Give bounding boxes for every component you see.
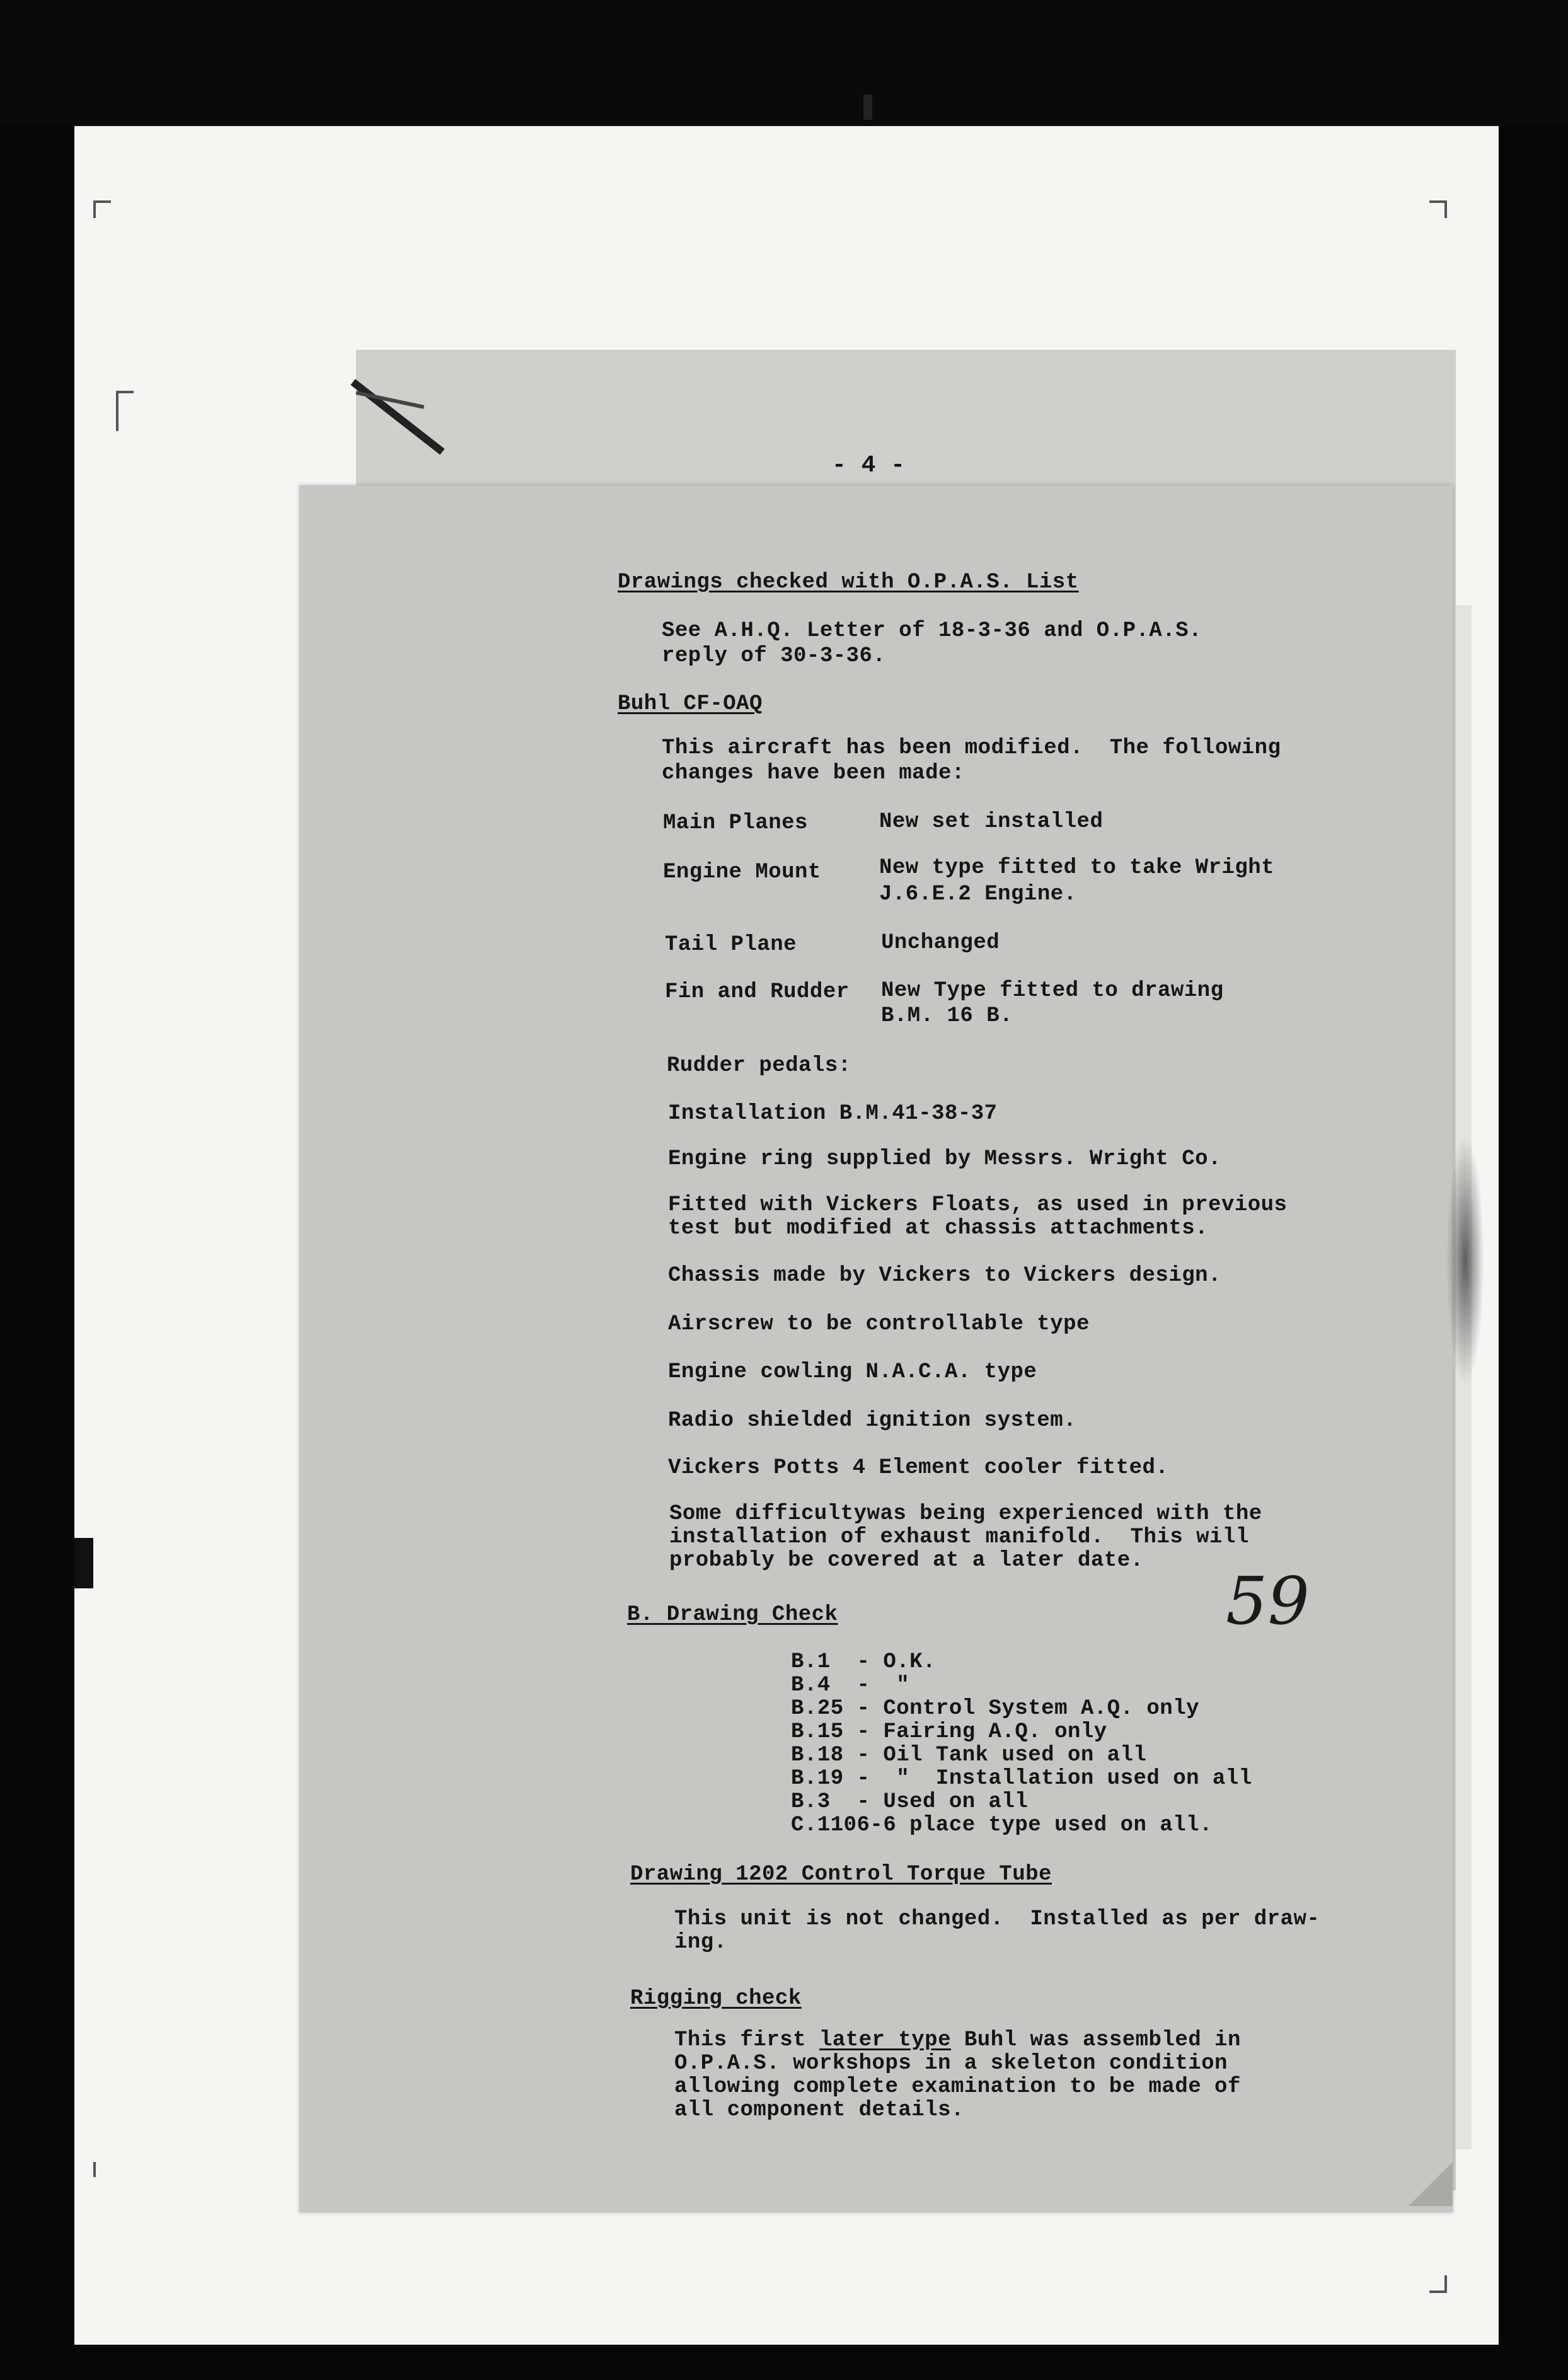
rigging-line-1-start: This first bbox=[674, 2028, 819, 2052]
heading-buhl: Buhl CF-OAQ bbox=[618, 692, 763, 716]
change-label-tail-plane: Tail Plane bbox=[665, 933, 797, 957]
difficulty-line-3: probably be covered at a later date. bbox=[669, 1549, 1144, 1573]
b-check-line-2: B.4 - " bbox=[791, 1673, 910, 1697]
see-letter-line-1: See A.H.Q. Letter of 18-3-36 and O.P.A.S. bbox=[662, 619, 1202, 643]
change-value-tail-plane: Unchanged bbox=[881, 931, 1000, 955]
change-value-fin-rudder-2: B.M. 16 B. bbox=[881, 1004, 1013, 1028]
b-check-line-8: C.1106-6 place type used on all. bbox=[791, 1813, 1213, 1837]
cooler-line: Vickers Potts 4 Element cooler fitted. bbox=[668, 1456, 1169, 1480]
torque-line-2: ing. bbox=[674, 1931, 727, 1955]
handwritten-folio-number: 59 bbox=[1226, 1563, 1310, 1639]
rigging-line-1 bbox=[674, 2028, 1241, 2052]
rigging-line-4: all component details. bbox=[674, 2098, 964, 2122]
rigging-later-type-underlined: later type bbox=[819, 2028, 951, 2052]
rigging-line-1-end: Buhl was assembled in bbox=[950, 2028, 1241, 2052]
rigging-line-3: allowing complete examination to be made of bbox=[674, 2075, 1241, 2099]
b-check-line-4: B.15 - Fairing A.Q. only bbox=[791, 1720, 1107, 1744]
engine-ring-line: Engine ring supplied by Messrs. Wright Co. bbox=[668, 1147, 1221, 1171]
change-value-engine-mount-2: J.6.E.2 Engine. bbox=[879, 882, 1077, 906]
heading-drawings-checked: Drawings checked with O.P.A.S. List bbox=[618, 570, 1079, 594]
cowling-line: Engine cowling N.A.C.A. type bbox=[668, 1360, 1037, 1384]
difficulty-line-2: installation of exhaust manifold. This will bbox=[669, 1525, 1249, 1549]
heading-b-drawing-check: B. Drawing Check bbox=[627, 1603, 838, 1627]
change-value-main-planes: New set installed bbox=[879, 810, 1104, 834]
change-label-engine-mount: Engine Mount bbox=[663, 860, 821, 884]
radio-line: Radio shielded ignition system. bbox=[668, 1409, 1077, 1433]
rigging-line-2: O.P.A.S. workshops in a skeleton condition bbox=[674, 2052, 1228, 2076]
change-label-main-planes: Main Planes bbox=[663, 811, 808, 835]
b-check-line-5: B.18 - Oil Tank used on all bbox=[791, 1743, 1147, 1767]
see-letter-line-2: reply of 30-3-36. bbox=[662, 644, 886, 668]
difficulty-line-1: Some difficultywas being experienced with the bbox=[669, 1502, 1262, 1526]
torque-line-1: This unit is not changed. Installed as per draw- bbox=[674, 1907, 1320, 1931]
modified-intro-line-2: changes have been made: bbox=[662, 761, 965, 785]
floats-line-1: Fitted with Vickers Floats, as used in previous bbox=[668, 1193, 1288, 1217]
chassis-line: Chassis made by Vickers to Vickers design. bbox=[668, 1264, 1221, 1288]
b-check-line-7: B.3 - Used on all bbox=[791, 1790, 1029, 1814]
change-label-fin-rudder: Fin and Rudder bbox=[665, 980, 850, 1004]
floats-line-2: test but modified at chassis attachments. bbox=[668, 1216, 1209, 1240]
installation-line: Installation B.M.41-38-37 bbox=[668, 1102, 998, 1126]
change-value-engine-mount-1: New type fitted to take Wright bbox=[879, 856, 1275, 880]
b-check-line-1: B.1 - O.K. bbox=[791, 1650, 936, 1674]
airscrew-line: Airscrew to be controllable type bbox=[668, 1312, 1090, 1336]
heading-drawing-1202: Drawing 1202 Control Torque Tube bbox=[630, 1863, 1052, 1886]
b-check-line-6: B.19 - " Installation used on all bbox=[791, 1767, 1252, 1791]
b-check-line-3: B.25 - Control System A.Q. only bbox=[791, 1697, 1200, 1721]
rudder-pedals-label: Rudder pedals: bbox=[667, 1054, 851, 1078]
modified-intro-line-1: This aircraft has been modified. The following bbox=[662, 736, 1281, 760]
heading-rigging-check: Rigging check bbox=[630, 1987, 802, 2011]
page-number: - 4 - bbox=[832, 452, 906, 479]
change-value-fin-rudder-1: New Type fitted to drawing bbox=[881, 979, 1224, 1003]
